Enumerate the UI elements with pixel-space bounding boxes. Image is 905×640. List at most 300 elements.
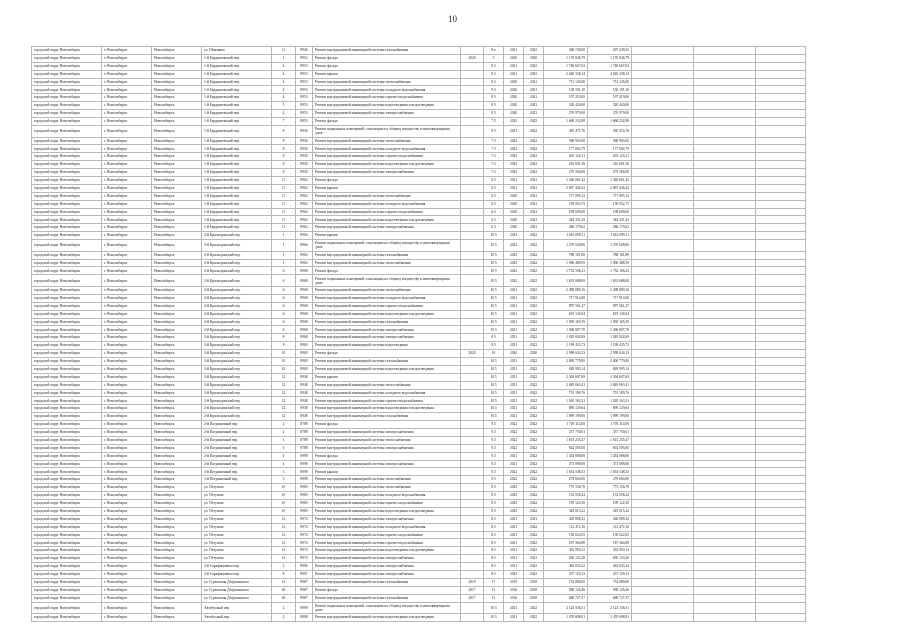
work-type-cell: Ремонт внутридомовой инженерной системы теплоснабжения bbox=[313, 192, 461, 200]
empty-cell bbox=[756, 515, 806, 523]
completion-year-cell bbox=[461, 62, 484, 70]
district-cell: городской округ Новосибирск bbox=[32, 267, 102, 275]
house-cell: 4 bbox=[272, 110, 296, 118]
completion-year-cell bbox=[461, 110, 484, 118]
building-id-cell: 8974 bbox=[296, 539, 313, 547]
work-type-cell: Ремонт внутридомовой инженерной системы электроснабжения bbox=[313, 571, 461, 579]
house-cell: 4 bbox=[272, 78, 296, 86]
limit-cost-cell: 2 620 338,14 bbox=[588, 70, 632, 78]
completion-year-cell bbox=[461, 200, 484, 208]
total-cost-cell: 2 998 634,13 bbox=[544, 350, 588, 358]
district-cell: городской округ Новосибирск bbox=[32, 259, 102, 267]
empty-cell bbox=[756, 110, 806, 118]
limit-cost-cell: 2 998 634,13 bbox=[588, 350, 632, 358]
empty-cell bbox=[694, 523, 756, 531]
street-cell: 1-й Бердышевский пер. bbox=[202, 169, 272, 177]
street-cell: ул. Петухова bbox=[202, 484, 272, 492]
table-row bbox=[32, 436, 806, 444]
start-year-cell: 2022 bbox=[504, 484, 524, 492]
limit-cost-cell: 1 270 628,06 bbox=[588, 240, 632, 252]
completion-year-cell bbox=[461, 318, 484, 326]
house-cell: 8 bbox=[272, 137, 296, 145]
locality-cell: г. Новосибирск bbox=[102, 102, 152, 110]
building-id-cell: 8968 bbox=[296, 310, 313, 318]
empty-cell bbox=[694, 515, 756, 523]
period-cell: 9.5 bbox=[484, 468, 504, 476]
start-year-cell: 2022 bbox=[504, 169, 524, 177]
city-cell: Новосибирск bbox=[152, 484, 202, 492]
empty-cell bbox=[694, 476, 756, 484]
completion-year-cell bbox=[461, 436, 484, 444]
table-row bbox=[32, 118, 806, 126]
table-row bbox=[32, 94, 806, 102]
total-cost-cell: 1 633 688,69 bbox=[544, 275, 588, 287]
start-year-cell: 2022 bbox=[504, 428, 524, 436]
building-id-cell: 8953 bbox=[296, 102, 313, 110]
start-year-cell: 2021 bbox=[504, 413, 524, 421]
start-year-cell: 2022 bbox=[504, 240, 524, 252]
locality-cell: г. Новосибирск bbox=[102, 259, 152, 267]
city-cell: Новосибирск bbox=[152, 523, 202, 531]
period-cell: 10.5 bbox=[484, 614, 504, 622]
end-year-cell: 2022 bbox=[524, 452, 544, 460]
empty-cell bbox=[756, 62, 806, 70]
locality-cell: г. Новосибирск bbox=[102, 267, 152, 275]
house-cell: 2 bbox=[272, 563, 296, 571]
building-id-cell: 8968 bbox=[296, 294, 313, 302]
end-year-cell: 2021 bbox=[524, 224, 544, 232]
completion-year-cell bbox=[461, 476, 484, 484]
total-cost-cell: 395 471,76 bbox=[544, 125, 588, 137]
street-cell: 2-й Краснодонский пер. bbox=[202, 334, 272, 342]
house-cell: 1 bbox=[272, 232, 296, 240]
table-row bbox=[32, 357, 806, 365]
city-cell: Новосибирск bbox=[152, 405, 202, 413]
empty-cell bbox=[694, 102, 756, 110]
house-cell: 11 bbox=[272, 184, 296, 192]
building-id-cell: 8974 bbox=[296, 523, 313, 531]
empty-cell bbox=[632, 389, 694, 397]
table-row bbox=[32, 594, 806, 602]
empty-cell bbox=[632, 334, 694, 342]
start-year-cell: 2021 bbox=[504, 294, 524, 302]
empty-cell bbox=[694, 47, 756, 55]
empty-cell bbox=[694, 428, 756, 436]
city-cell: Новосибирск bbox=[152, 118, 202, 126]
district-cell: городской округ Новосибирск bbox=[32, 240, 102, 252]
period-cell: 7.5 bbox=[484, 153, 504, 161]
start-year-cell: 2022 bbox=[504, 137, 524, 145]
table-row bbox=[32, 507, 806, 515]
locality-cell: г. Новосибирск bbox=[102, 326, 152, 334]
end-year-cell: 2022 bbox=[524, 428, 544, 436]
street-cell: 1-й Бердышевский пер. bbox=[202, 192, 272, 200]
empty-cell bbox=[756, 70, 806, 78]
table-row bbox=[32, 216, 806, 224]
limit-cost-cell: 753 189,76 bbox=[588, 389, 632, 397]
district-cell: городской округ Новосибирск bbox=[32, 350, 102, 358]
period-cell: 10.5 bbox=[484, 286, 504, 294]
completion-year-cell bbox=[461, 342, 484, 350]
building-id-cell: 8962 bbox=[296, 224, 313, 232]
empty-cell bbox=[694, 78, 756, 86]
empty-cell bbox=[694, 563, 756, 571]
city-cell: Новосибирск bbox=[152, 507, 202, 515]
building-id-cell: 8946 bbox=[296, 47, 313, 55]
locality-cell: г. Новосибирск bbox=[102, 421, 152, 429]
empty-cell bbox=[756, 357, 806, 365]
limit-cost-cell: 2 498 889,16 bbox=[588, 286, 632, 294]
total-cost-cell: 788 181,88 bbox=[544, 251, 588, 259]
empty-cell bbox=[632, 267, 694, 275]
empty-cell bbox=[756, 78, 806, 86]
locality-cell: г. Новосибирск bbox=[102, 614, 152, 622]
city-cell: Новосибирск bbox=[152, 259, 202, 267]
period-cell: 10.5 bbox=[484, 240, 504, 252]
district-cell: городской округ Новосибирск bbox=[32, 614, 102, 622]
work-type-cell: Ремонт фасада bbox=[313, 421, 461, 429]
building-id-cell: 8998 bbox=[296, 460, 313, 468]
limit-cost-cell: 734 080,00 bbox=[588, 578, 632, 586]
table-row bbox=[32, 563, 806, 571]
city-cell: Новосибирск bbox=[152, 294, 202, 302]
city-cell: Новосибирск bbox=[152, 161, 202, 169]
locality-cell: г. Новосибирск bbox=[102, 318, 152, 326]
locality-cell: г. Новосибирск bbox=[102, 452, 152, 460]
city-cell: Новосибирск bbox=[152, 365, 202, 373]
empty-cell bbox=[756, 176, 806, 184]
city-cell: Новосибирск bbox=[152, 421, 202, 429]
work-type-cell: Ремонт фасада bbox=[313, 586, 461, 594]
building-id-cell: 8953 bbox=[296, 110, 313, 118]
city-cell: Новосибирск bbox=[152, 476, 202, 484]
limit-cost-cell: 1 668 232,98 bbox=[588, 118, 632, 126]
completion-year-cell bbox=[461, 523, 484, 531]
period-cell: 13 bbox=[484, 594, 504, 602]
street-cell: 1-й Бердышевский пер. bbox=[202, 125, 272, 137]
building-id-cell: 8969 bbox=[296, 342, 313, 350]
period-cell: 8.5 bbox=[484, 523, 504, 531]
empty-cell bbox=[756, 492, 806, 500]
total-cost-cell: 257 129,13 bbox=[544, 571, 588, 579]
building-id-cell: 8953 bbox=[296, 78, 313, 86]
total-cost-cell: 463 033,22 bbox=[544, 563, 588, 571]
building-id-cell: 8953 bbox=[296, 62, 313, 70]
end-year-cell: 2022 bbox=[524, 326, 544, 334]
table-row bbox=[32, 259, 806, 267]
period-cell: 6.5 bbox=[484, 224, 504, 232]
start-year-cell: 2020 bbox=[504, 110, 524, 118]
table-row bbox=[32, 350, 806, 358]
district-cell: городской округ Новосибирск bbox=[32, 499, 102, 507]
start-year-cell: 2021 bbox=[504, 184, 524, 192]
limit-cost-cell: 1 705 114,00 bbox=[588, 421, 632, 429]
house-cell: 10 bbox=[272, 499, 296, 507]
limit-cost-cell: 202 124,21 bbox=[588, 153, 632, 161]
locality-cell: г. Новосибирск bbox=[102, 571, 152, 579]
street-cell: 2-й Краснодонский пер. bbox=[202, 232, 272, 240]
house-cell: 8 bbox=[272, 169, 296, 177]
limit-cost-cell: 2 123 336,51 bbox=[588, 602, 632, 614]
total-cost-cell: 1 270 628,06 bbox=[544, 240, 588, 252]
completion-year-cell: 2019 bbox=[461, 578, 484, 586]
limit-cost-cell: 1 020 163,31 bbox=[588, 397, 632, 405]
empty-cell bbox=[694, 547, 756, 555]
end-year-cell: 2022 bbox=[524, 302, 544, 310]
empty-cell bbox=[694, 571, 756, 579]
work-type-cell: Ремонт внутридомовой инженерной системы холодного водоснабжения bbox=[313, 523, 461, 531]
district-cell: городской округ Новосибирск bbox=[32, 184, 102, 192]
empty-cell bbox=[694, 251, 756, 259]
locality-cell: г. Новосибирск bbox=[102, 145, 152, 153]
city-cell: Новосибирск bbox=[152, 515, 202, 523]
street-cell: 2-й Краснодонский пер. bbox=[202, 326, 272, 334]
period-cell: 9.5 bbox=[484, 436, 504, 444]
end-year-cell: 2022 bbox=[524, 125, 544, 137]
street-cell: 1-й Бердышевский пер. bbox=[202, 208, 272, 216]
house-cell: 8 bbox=[272, 334, 296, 342]
house-cell: 8 bbox=[272, 125, 296, 137]
locality-cell: г. Новосибирск bbox=[102, 200, 152, 208]
period-cell: 7.5 bbox=[484, 161, 504, 169]
period-cell: 10.5 bbox=[484, 365, 504, 373]
total-cost-cell: 568 903,00 bbox=[544, 137, 588, 145]
work-type-cell: Ремонт внутридомовой инженерной системы газоснабжения bbox=[313, 578, 461, 586]
work-type-cell: Ремонт внутридомовой инженерной системы электроснабжения bbox=[313, 326, 461, 334]
empty-cell bbox=[694, 184, 756, 192]
city-cell: Новосибирск bbox=[152, 555, 202, 563]
empty-cell bbox=[632, 302, 694, 310]
empty-cell bbox=[756, 208, 806, 216]
house-cell: 3 bbox=[272, 444, 296, 452]
building-id-cell: 8969 bbox=[296, 492, 313, 500]
district-cell: городской округ Новосибирск bbox=[32, 102, 102, 110]
building-id-cell: 8987 bbox=[296, 578, 313, 586]
start-year-cell: 2022 bbox=[504, 507, 524, 515]
locality-cell: г. Новосибирск bbox=[102, 373, 152, 381]
completion-year-cell bbox=[461, 563, 484, 571]
building-id-cell: 8998 bbox=[296, 452, 313, 460]
empty-cell bbox=[632, 137, 694, 145]
total-cost-cell: 302 950,12 bbox=[544, 547, 588, 555]
building-id-cell: 8953 bbox=[296, 86, 313, 94]
street-cell: 1-й Бердышевский пер. bbox=[202, 137, 272, 145]
work-type-cell: Ремонт внутридомовой инженерной системы газоснабжения bbox=[313, 594, 461, 602]
total-cost-cell: 199 122,38 bbox=[544, 499, 588, 507]
building-id-cell: 8969 bbox=[296, 350, 313, 358]
completion-year-cell bbox=[461, 484, 484, 492]
city-cell: Новосибирск bbox=[152, 86, 202, 94]
empty-cell bbox=[632, 102, 694, 110]
house-cell: 4 bbox=[272, 70, 296, 78]
end-year-cell: 2018 bbox=[524, 594, 544, 602]
table-row bbox=[32, 460, 806, 468]
end-year-cell: 2021 bbox=[524, 94, 544, 102]
building-id-cell: 8962 bbox=[296, 216, 313, 224]
house-cell: 3 bbox=[272, 468, 296, 476]
limit-cost-cell: 152 558,24 bbox=[588, 492, 632, 500]
empty-cell bbox=[756, 428, 806, 436]
city-cell: Новосибирск bbox=[152, 110, 202, 118]
table-row bbox=[32, 161, 806, 169]
city-cell: Новосибирск bbox=[152, 342, 202, 350]
house-cell: 12 bbox=[272, 373, 296, 381]
completion-year-cell bbox=[461, 78, 484, 86]
limit-cost-cell: 998 126,46 bbox=[588, 586, 632, 594]
start-year-cell: 2022 bbox=[504, 259, 524, 267]
city-cell: Новосибирск bbox=[152, 539, 202, 547]
start-year-cell: 2020 bbox=[504, 86, 524, 94]
total-cost-cell: 1 199 435,73 bbox=[544, 342, 588, 350]
period-cell: 8.5 bbox=[484, 531, 504, 539]
house-cell: 11 bbox=[272, 224, 296, 232]
street-cell: 1-й Бердышевский пер. bbox=[202, 54, 272, 62]
empty-cell bbox=[756, 302, 806, 310]
street-cell: 2-й Краснодонский пер. bbox=[202, 294, 272, 302]
work-type-cell: Ремонт внутридомовой инженерной системы водоотведения и водоотведения bbox=[313, 405, 461, 413]
limit-cost-cell: 112 472,16 bbox=[588, 523, 632, 531]
street-cell: ул. Петухова bbox=[202, 547, 272, 555]
total-cost-cell: 320 420,00 bbox=[544, 102, 588, 110]
work-type-cell: Ремонт внутридомовой инженерной системы газоснабжения bbox=[313, 251, 461, 259]
street-cell: 2-й Краснодонский пер. bbox=[202, 350, 272, 358]
building-id-cell: 8788 bbox=[296, 428, 313, 436]
building-id-cell: 8974 bbox=[296, 531, 313, 539]
house-cell: 6 bbox=[272, 302, 296, 310]
limit-cost-cell: 150 952,75 bbox=[588, 200, 632, 208]
city-cell: Новосибирск bbox=[152, 334, 202, 342]
locality-cell: г. Новосибирск bbox=[102, 216, 152, 224]
city-cell: Новосибирск bbox=[152, 224, 202, 232]
total-cost-cell: 150 952,75 bbox=[544, 200, 588, 208]
city-cell: Новосибирск bbox=[152, 326, 202, 334]
end-year-cell: 2022 bbox=[524, 47, 544, 55]
district-cell: городской округ Новосибирск bbox=[32, 232, 102, 240]
start-year-cell: 2020 bbox=[504, 192, 524, 200]
city-cell: Новосибирск bbox=[152, 208, 202, 216]
empty-cell bbox=[632, 539, 694, 547]
empty-cell bbox=[694, 578, 756, 586]
empty-cell bbox=[632, 515, 694, 523]
completion-year-cell bbox=[461, 539, 484, 547]
house-cell: 12 bbox=[272, 555, 296, 563]
street-cell: 2-й Пограничный пер. bbox=[202, 436, 272, 444]
building-id-cell: 8948 bbox=[296, 373, 313, 381]
city-cell: Новосибирск bbox=[152, 153, 202, 161]
start-year-cell: 2021 bbox=[504, 176, 524, 184]
period-cell: 10.5 bbox=[484, 302, 504, 310]
building-id-cell: 8948 bbox=[296, 397, 313, 405]
empty-cell bbox=[694, 208, 756, 216]
work-type-cell: Ремонт внутридомовой инженерной системы водоотведения и водоотведения bbox=[313, 216, 461, 224]
end-year-cell: 2022 bbox=[524, 365, 544, 373]
street-cell: ул. Петухова bbox=[202, 507, 272, 515]
limit-cost-cell: 344 331,43 bbox=[588, 216, 632, 224]
end-year-cell: 2022 bbox=[524, 614, 544, 622]
empty-cell bbox=[756, 318, 806, 326]
period-cell: 10.5 bbox=[484, 326, 504, 334]
end-year-cell: 2022 bbox=[524, 381, 544, 389]
city-cell: Новосибирск bbox=[152, 318, 202, 326]
period-cell: 10.5 bbox=[484, 357, 504, 365]
locality-cell: г. Новосибирск bbox=[102, 47, 152, 55]
period-cell: 8.5 bbox=[484, 547, 504, 555]
city-cell: Новосибирск bbox=[152, 54, 202, 62]
end-year-cell: 2021 bbox=[524, 200, 544, 208]
end-year-cell: 2022 bbox=[524, 161, 544, 169]
empty-cell bbox=[756, 350, 806, 358]
empty-cell bbox=[632, 70, 694, 78]
street-cell: ул. Петухова bbox=[202, 515, 272, 523]
empty-cell bbox=[694, 70, 756, 78]
empty-cell bbox=[756, 578, 806, 586]
completion-year-cell bbox=[461, 365, 484, 373]
building-id-cell: 8956 bbox=[296, 161, 313, 169]
limit-cost-cell: 1 470 698,91 bbox=[588, 614, 632, 622]
start-year-cell: 2022 bbox=[504, 232, 524, 240]
end-year-cell: 2022 bbox=[524, 507, 544, 515]
table-row bbox=[32, 153, 806, 161]
district-cell: городской округ Новосибирск bbox=[32, 484, 102, 492]
district-cell: городской округ Новосибирск bbox=[32, 421, 102, 429]
table-row bbox=[32, 176, 806, 184]
empty-cell bbox=[694, 594, 756, 602]
start-year-cell: 2021 bbox=[504, 452, 524, 460]
end-year-cell: 2022 bbox=[524, 267, 544, 275]
locality-cell: г. Новосибирск bbox=[102, 54, 152, 62]
limit-cost-cell: 463 033,22 bbox=[588, 563, 632, 571]
end-year-cell: 2022 bbox=[524, 145, 544, 153]
limit-cost-cell: 717 895,12 bbox=[588, 192, 632, 200]
start-year-cell: 2021 bbox=[504, 286, 524, 294]
empty-cell bbox=[632, 161, 694, 169]
total-cost-cell: 717 895,12 bbox=[544, 192, 588, 200]
period-cell: 9.5 bbox=[484, 62, 504, 70]
house-cell: 10 bbox=[272, 507, 296, 515]
city-cell: Новосибирск bbox=[152, 602, 202, 614]
period-cell: 10.5 bbox=[484, 259, 504, 267]
locality-cell: г. Новосибирск bbox=[102, 484, 152, 492]
limit-cost-cell: 2 304 607,69 bbox=[588, 373, 632, 381]
start-year-cell: 2021 bbox=[504, 563, 524, 571]
table-row bbox=[32, 381, 806, 389]
total-cost-cell: 279 604,00 bbox=[544, 476, 588, 484]
start-year-cell: 2022 bbox=[504, 444, 524, 452]
empty-cell bbox=[756, 586, 806, 594]
district-cell: городской округ Новосибирск bbox=[32, 476, 102, 484]
empty-cell bbox=[756, 259, 806, 267]
empty-cell bbox=[756, 452, 806, 460]
street-cell: 2-й Краснодонский пер. bbox=[202, 413, 272, 421]
building-id-cell: 8948 bbox=[296, 413, 313, 421]
start-year-cell: 2020 bbox=[504, 208, 524, 216]
locality-cell: г. Новосибирск bbox=[102, 118, 152, 126]
empty-cell bbox=[756, 476, 806, 484]
district-cell: городской округ Новосибирск bbox=[32, 492, 102, 500]
city-cell: Новосибирск bbox=[152, 578, 202, 586]
building-id-cell: 8998 bbox=[296, 614, 313, 622]
empty-cell bbox=[632, 614, 694, 622]
empty-cell bbox=[694, 200, 756, 208]
start-year-cell: 2022 bbox=[504, 251, 524, 259]
district-cell: городской округ Новосибирск bbox=[32, 62, 102, 70]
end-year-cell: 2022 bbox=[524, 468, 544, 476]
limit-cost-cell: 430 808,32 bbox=[588, 515, 632, 523]
empty-cell bbox=[756, 405, 806, 413]
completion-year-cell bbox=[461, 499, 484, 507]
period-cell: 9.5 bbox=[484, 70, 504, 78]
street-cell: 1-й Бердышевский пер. bbox=[202, 161, 272, 169]
